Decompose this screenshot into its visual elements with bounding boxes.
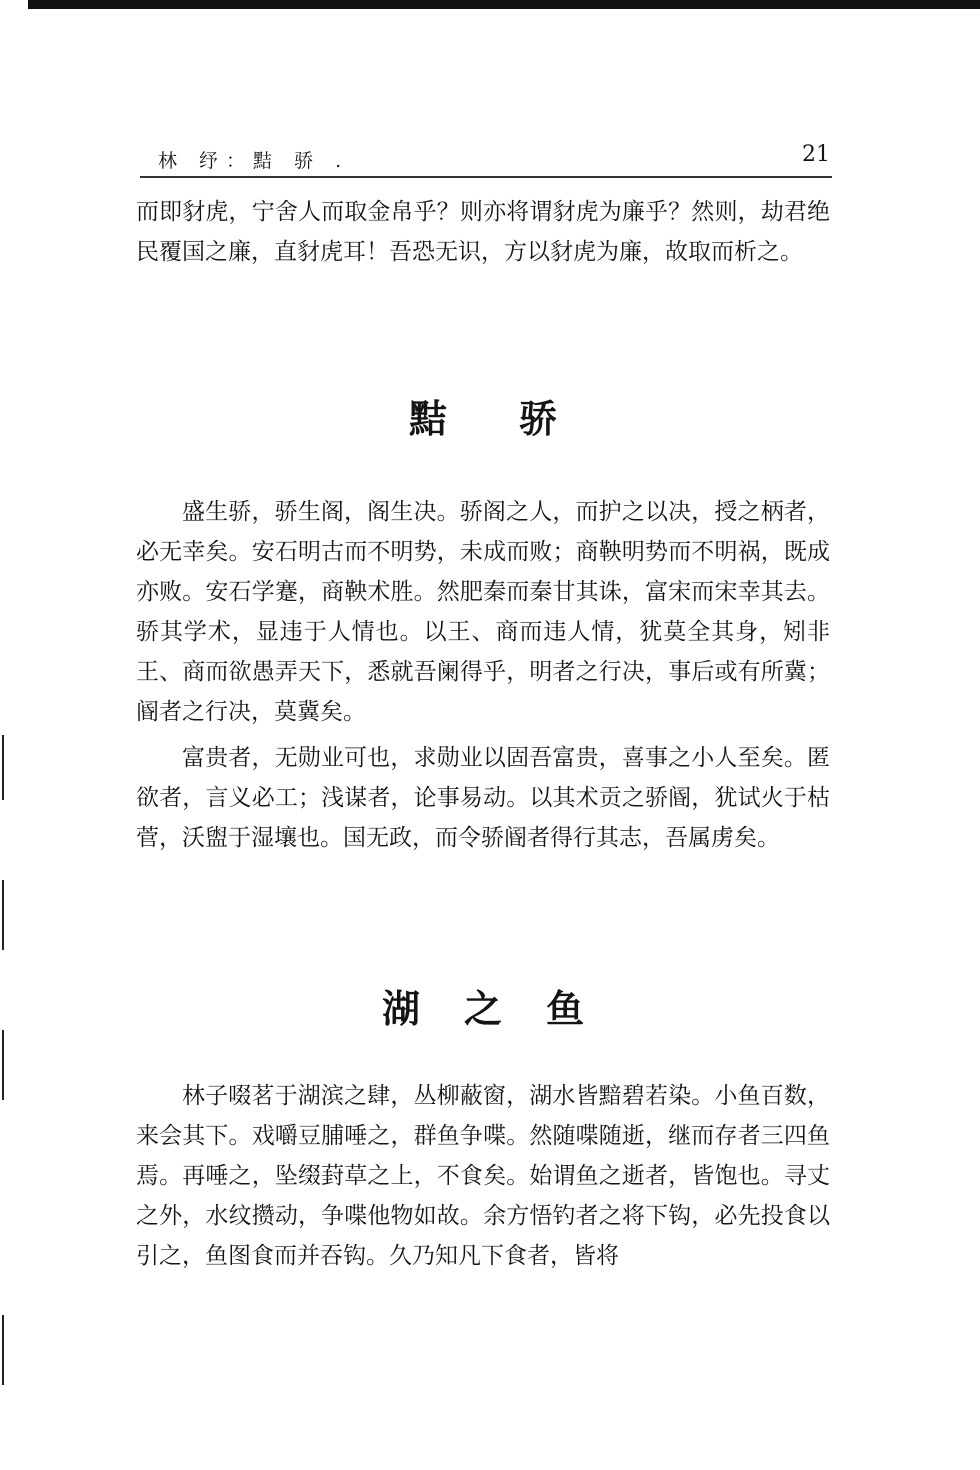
scan-edge-mark [2,1315,4,1385]
header-rule [140,176,832,178]
running-header [140,142,830,172]
paragraph-continued: 而即豺虎，宁舍人而取金帛乎？则亦将谓豺虎为廉乎？然则，劫君绝民覆国之廉，直豺虎耳！吾恐无识，方以豺虎为廉，故取而析之。 [136,199,830,265]
top-border-rule [28,0,980,9]
scan-edge-mark [2,1030,4,1100]
paragraph-xiajiao-2: 富贵者，无勋业可也，求勋业以固吾富贵，喜事之小人至矣。匿欲者，言义必工；浅谋者，论事易动。以其术贡之骄阍，犹试火于枯菅，沃盥于湿壤也。国无政，而令骄阍者得行其志，吾属虏矣。 [136,745,830,851]
page-number: 21 [802,142,830,167]
scan-edge-mark [2,735,4,800]
section-title-huzhiyu: 湖之鱼 [381,986,628,1031]
paragraph-huzhiyu-1: 林子啜茗于湖滨之肆，丛柳蔽窗，湖水皆黯碧若染。小鱼百数，来会其下。戏嚼豆脯唾之，群鱼争喋。然随喋随逝，继而存者三四鱼焉。再唾之，坠缀葑草之上，不食矣。始谓鱼之逝者，皆饱也。寻丈之外，水纹攒动，争喋他物如故。余方悟钓者之将下钩，必先投食以引之，鱼图食而并吞钩。久乃知凡下食者，皆将 [136,1083,830,1269]
section-title-xiajiao: 黠骄 [408,396,629,441]
running-title: 林 纾：黠 骄 . [158,150,350,172]
paragraph-xiajiao-1: 盛生骄，骄生阁，阁生决。骄阁之人，而护之以决，授之柄者，必无幸矣。安石明古而不明势，未成而败；商鞅明势而不明祸，既成亦败。安石学蹇，商鞅术胜。然肥秦而秦甘其诛，富宋而宋幸其去。骄其学术，显违于人情也。以王、商而违人情，犹莫全其身，矧非王、商而欲愚弄天下，悉就吾阑得乎，明者之行决，事后或有所冀；阍者之行决，莫冀矣。 [136,499,830,725]
scan-edge-mark [2,880,4,950]
